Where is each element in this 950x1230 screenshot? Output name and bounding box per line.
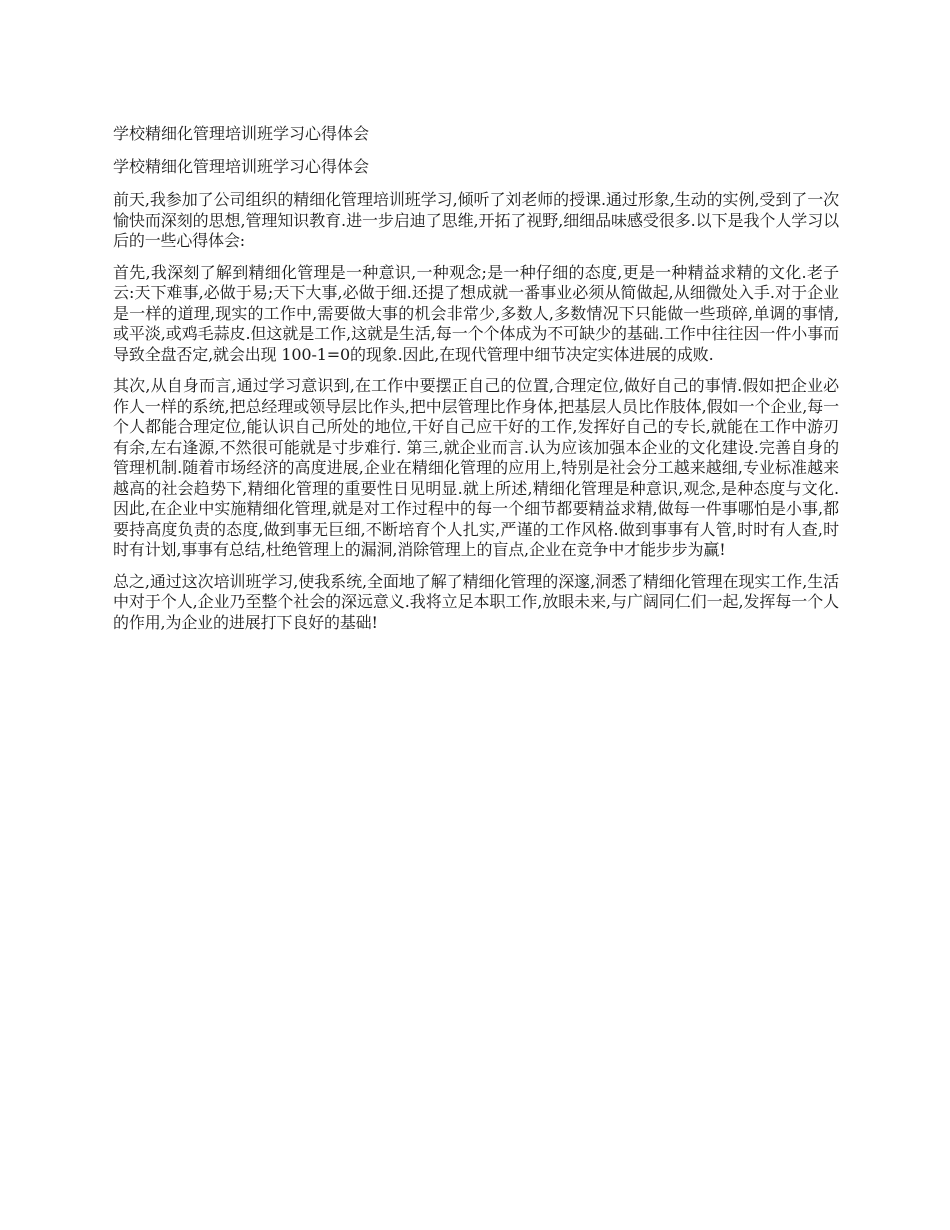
paragraph-conclusion: 总之,通过这次培训班学习,使我系统,全面地了解了精细化管理的深邃,洞悉了精细化管理在现实工作,生活中对于个人,企业乃至整个社会的深远意义.我将立足本职工作,放眼未来,与广阔同仁们一起,发挥每一个人的作用,为企业的进展打下良好的基础! [113,571,839,632]
paragraph-intro: 前天,我参加了公司组织的精细化管理培训班学习,倾听了刘老师的授课.通过形象,生动的实例,受到了一次愉快而深刻的思想,管理知识教育.进一步启迪了思维,开拓了视野,细细品味感受很多.以下是我个人学习以后的一些心得体会: [113,190,839,250]
document-title: 学校精细化管理培训班学习心得体会 [113,124,370,143]
paragraph-first: 首先,我深刻了解到精细化管理是一种意识,一种观念;是一种仔细的态度,更是一种精益求精的文化.老子云:天下难事,必做于易;天下大事,必做于细.还提了想成就一番事业必须从简做起,从细微处入手.对于企业是一样的道理,现实的工作中,需要做大事的机会非常少,多数人,多数情况下只能做一些琐碎,单调的事情,或平淡,或鸡毛蒜皮.但这就是工作,这就是生活,每一个个体成为不可缺少的基础.工作中往往因一件小事而导致全盘否定,就会出现 100-1=0的现象.因此,在现代管理中细节决定实体进展的成败. [113,262,839,364]
document-subtitle: 学校精细化管理培训班学习心得体会 [113,157,370,176]
document-body [113,124,839,644]
paragraph-second: 其次,从自身而言,通过学习意识到,在工作中要摆正自己的位置,合理定位,做好自己的事情.假如把企业必作人一样的系统,把总经理或领导层比作头,把中层管理比作身体,把基层人员比作肢体,假如一个企业,每一个人都能合理定位,能认识自己所处的地位,干好自己应干好的工作,发挥好自己的专长,就能在工作中游刃有余,左右逢源,不然很可能就是寸步难行. 第三,就企业而言.认为应该加强本企业的文化建设.完善自身的管理机制.随着市场经济的高度进展,企业在精细化管理的应用上,特别是社会分工越来越细,专业标准越来越高的社会趋势下,精细化管理的重要性日见明显.就上所述,精细化管理是种意识,观念,是种态度与文化.因此,在企业中实施精细化管理,就是对工作过程中的每一个细节都要精益求精,做每一件事哪怕是小事,都要持高度负责的态度,做到事无巨细,不断培育个人扎实,严谨的工作风格.做到事事有人管,时时有人查,时时有计划,事事有总结,杜绝管理上的漏洞,消除管理上的盲点,企业在竞争中才能步步为赢! [113,376,839,559]
